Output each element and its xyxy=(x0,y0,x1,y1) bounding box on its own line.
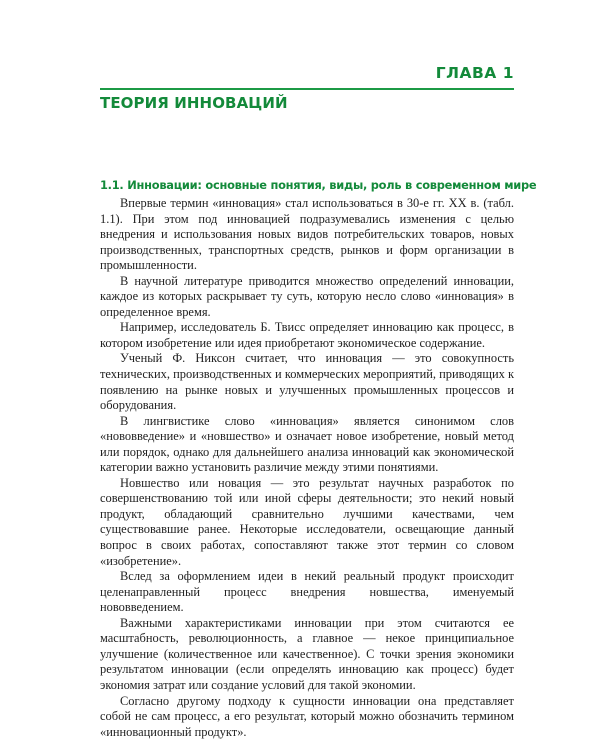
paragraph: Новшество или новация — это результат научных разработок по совершенствованию той или иной сферы деятельности; это некий новый продукт, обладающий сравнительно лучшими качествами, чем существовавшие ранее. Некоторые исследователи, освещающие данный вопрос в своих работах, сопоставляют также этот термин со словом «изобретение». xyxy=(100,475,514,568)
paragraph: В научной литературе приводится множество определений инновации, каждое из которых раскрывает ту суть, которую несло слово «инновация» в определенное время. xyxy=(100,273,514,319)
paragraph: Важными характеристиками инновации при этом считаются ее масштабность, революционность, а главное — некое принципиальное улучшение (количественное или качественное). С точки зрения экономики результатом инновации (если определять инновацию как процесс) будет экономия затрат или создание условий для такой экономии. xyxy=(100,615,514,692)
paragraph: Вслед за оформлением идеи в некий реальный продукт происходит целенаправленный процесс внедрения новшества, именуемый нововведением. xyxy=(100,569,514,615)
body-text xyxy=(100,196,514,740)
section-heading: 1.1. Инновации: основные понятия, виды, роль в современном мире xyxy=(100,178,537,192)
paragraph: Например, исследователь Б. Твисс определяет инновацию как процесс, в котором изобретение или идея приобретают экономическое содержание. xyxy=(100,320,514,350)
chapter-label: ГЛАВА 1 xyxy=(435,64,514,82)
paragraph: Согласно другому подходу к сущности инновации она представляет собой не сам процесс, а его результат, который можно обозначить термином «инновационный продукт». xyxy=(100,693,514,739)
chapter-divider xyxy=(100,88,514,90)
paragraph: Впервые термин «инновация» стал использоваться в 30-е гг. XX в. (табл. 1.1). При этом под инновацией подразумевались изменения с целью внедрения и использования новых видов потребительских товаров, новых производственных, транспортных средств, рынков и форм организации в промышленности. xyxy=(100,196,514,273)
paragraph: Ученый Ф. Никсон считает, что инновация — это совокупность технических, производственных и коммерческих мероприятий, приводящих к появлению на рынке новых и улучшенных промышленных процессов и оборудования. xyxy=(100,351,514,413)
paragraph: В лингвистике слово «инновация» является синонимом слов «нововведение» и «новшество» и означает новое изобретение, новый метод или порядок, однако для дальнейшего анализа инноваций как экономической категории важно установить различие между этими понятиями. xyxy=(100,413,514,475)
chapter-title: ТЕОРИЯ ИННОВАЦИЙ xyxy=(100,94,288,112)
